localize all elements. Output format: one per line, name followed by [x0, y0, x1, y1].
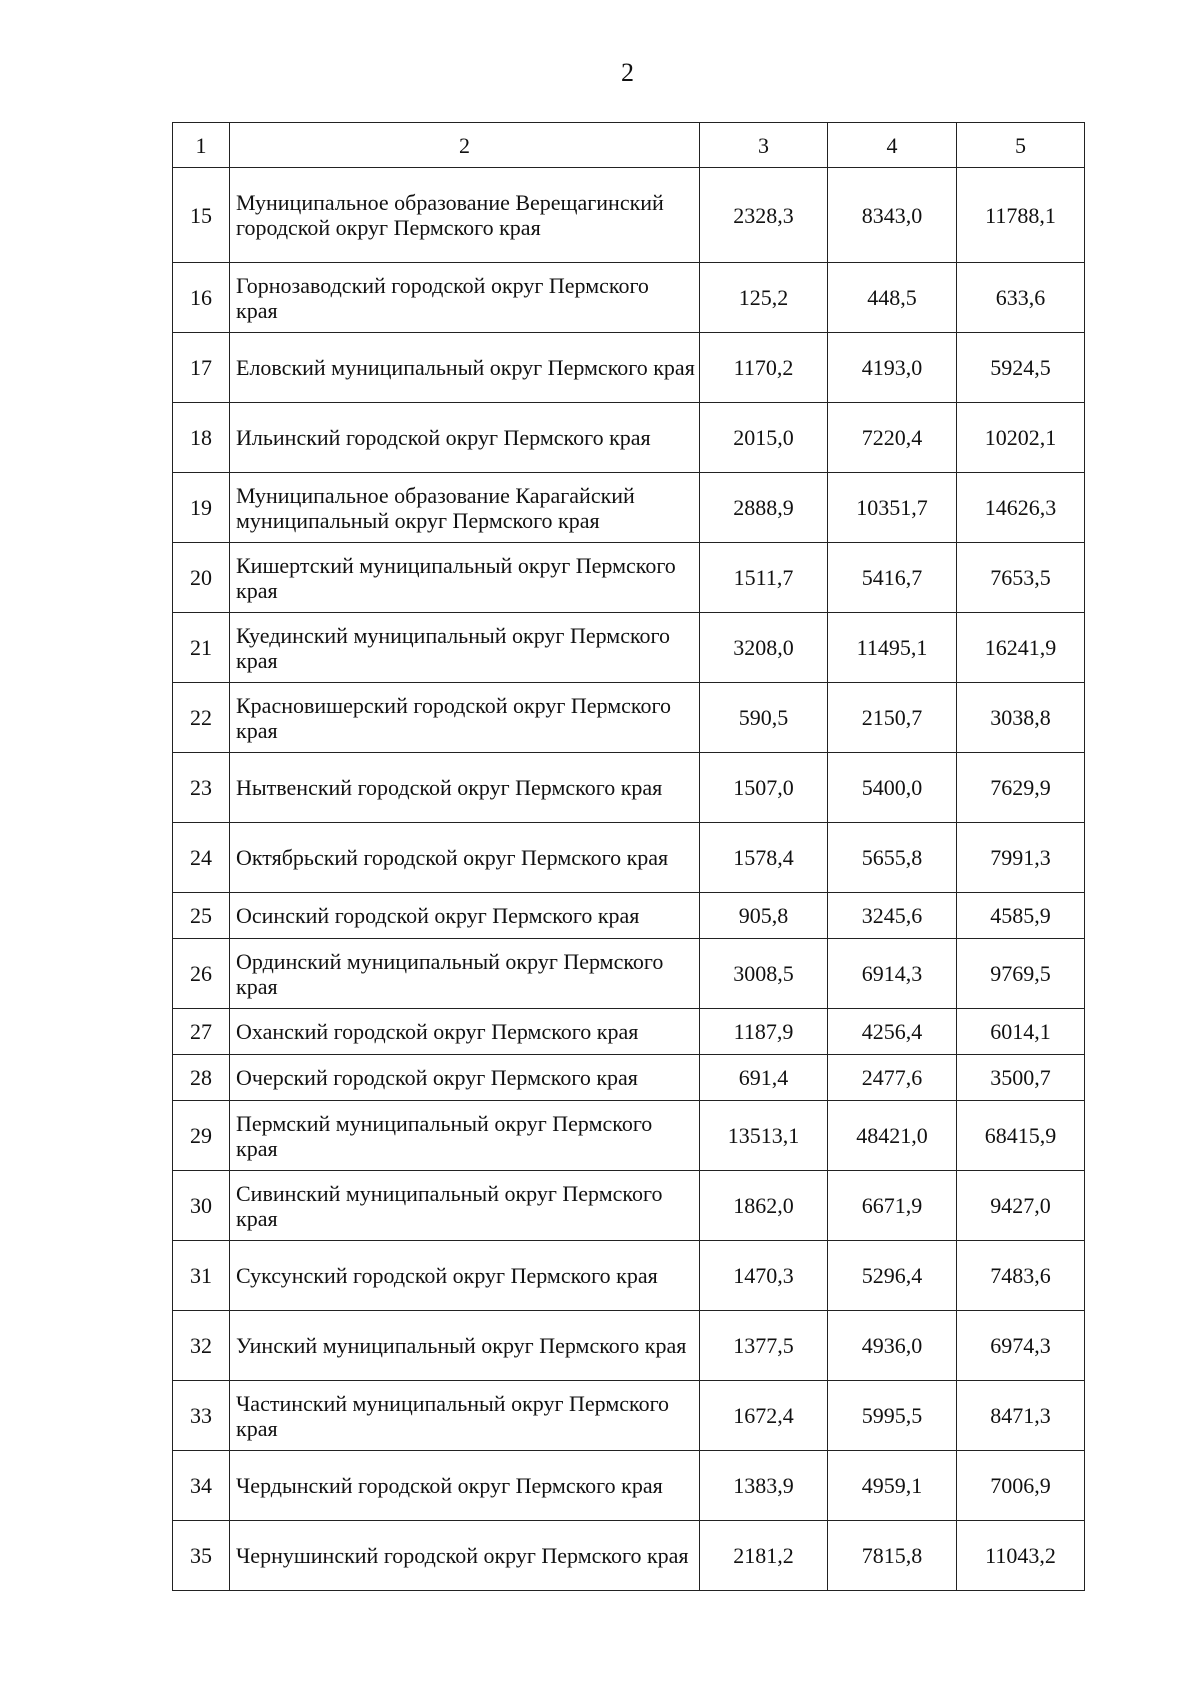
value-col5: 8471,3	[957, 1381, 1085, 1451]
municipality-name: Муниципальное образование Верещагинский городской округ Пермского края	[230, 168, 700, 263]
value-col4: 2150,7	[828, 683, 957, 753]
value-col5: 9427,0	[957, 1171, 1085, 1241]
row-number: 17	[173, 333, 230, 403]
row-number: 22	[173, 683, 230, 753]
value-col5: 6014,1	[957, 1009, 1085, 1055]
value-col3: 590,5	[700, 683, 828, 753]
value-col3: 1187,9	[700, 1009, 828, 1055]
row-number: 19	[173, 473, 230, 543]
municipality-name: Ординский муниципальный округ Пермского края	[230, 939, 700, 1009]
value-col3: 1383,9	[700, 1451, 828, 1521]
value-col5: 16241,9	[957, 613, 1085, 683]
value-col4: 4256,4	[828, 1009, 957, 1055]
value-col5: 7991,3	[957, 823, 1085, 893]
municipality-name: Чернушинский городской округ Пермского края	[230, 1521, 700, 1591]
value-col4: 5400,0	[828, 753, 957, 823]
value-col5: 5924,5	[957, 333, 1085, 403]
municipality-name: Оханский городской округ Пермского края	[230, 1009, 700, 1055]
row-number: 15	[173, 168, 230, 263]
municipality-name: Еловский муниципальный округ Пермского края	[230, 333, 700, 403]
value-col5: 3038,8	[957, 683, 1085, 753]
table-row	[173, 753, 1085, 823]
row-number: 31	[173, 1241, 230, 1311]
value-col4: 7220,4	[828, 403, 957, 473]
value-col4: 48421,0	[828, 1101, 957, 1171]
municipality-name: Кишертский муниципальный округ Пермского края	[230, 543, 700, 613]
municipality-name: Уинский муниципальный округ Пермского края	[230, 1311, 700, 1381]
municipality-name: Осинский городской округ Пермского края	[230, 893, 700, 939]
value-col3: 1377,5	[700, 1311, 828, 1381]
row-number: 34	[173, 1451, 230, 1521]
value-col3: 2015,0	[700, 403, 828, 473]
value-col5: 7629,9	[957, 753, 1085, 823]
value-col4: 5655,8	[828, 823, 957, 893]
row-number: 30	[173, 1171, 230, 1241]
value-col3: 1507,0	[700, 753, 828, 823]
column-header: 3	[700, 123, 828, 168]
value-col3: 1578,4	[700, 823, 828, 893]
table-row	[173, 683, 1085, 753]
column-header: 2	[230, 123, 700, 168]
table-row	[173, 1241, 1085, 1311]
table-row	[173, 168, 1085, 263]
table-header-row	[173, 123, 1085, 168]
municipality-name: Куединский муниципальный округ Пермского края	[230, 613, 700, 683]
value-col5: 11788,1	[957, 168, 1085, 263]
row-number: 35	[173, 1521, 230, 1591]
row-number: 21	[173, 613, 230, 683]
value-col3: 1862,0	[700, 1171, 828, 1241]
row-number: 18	[173, 403, 230, 473]
municipality-name: Очерский городской округ Пермского края	[230, 1055, 700, 1101]
municipality-name: Суксунский городской округ Пермского края	[230, 1241, 700, 1311]
table-row	[173, 823, 1085, 893]
table-row	[173, 1009, 1085, 1055]
row-number: 29	[173, 1101, 230, 1171]
value-col5: 14626,3	[957, 473, 1085, 543]
municipality-name: Частинский муниципальный округ Пермского края	[230, 1381, 700, 1451]
value-col3: 1470,3	[700, 1241, 828, 1311]
value-col3: 691,4	[700, 1055, 828, 1101]
value-col5: 633,6	[957, 263, 1085, 333]
value-col4: 8343,0	[828, 168, 957, 263]
table-row	[173, 263, 1085, 333]
municipality-name: Нытвенский городской округ Пермского края	[230, 753, 700, 823]
table-row	[173, 1451, 1085, 1521]
row-number: 24	[173, 823, 230, 893]
value-col4: 6914,3	[828, 939, 957, 1009]
value-col3: 3208,0	[700, 613, 828, 683]
row-number: 32	[173, 1311, 230, 1381]
table-row	[173, 1381, 1085, 1451]
table-row	[173, 1055, 1085, 1101]
value-col3: 905,8	[700, 893, 828, 939]
value-col4: 4936,0	[828, 1311, 957, 1381]
value-col3: 1511,7	[700, 543, 828, 613]
table-row	[173, 333, 1085, 403]
column-header: 4	[828, 123, 957, 168]
row-number: 28	[173, 1055, 230, 1101]
municipality-name: Горнозаводский городской округ Пермского края	[230, 263, 700, 333]
value-col4: 6671,9	[828, 1171, 957, 1241]
table-row	[173, 1311, 1085, 1381]
value-col5: 3500,7	[957, 1055, 1085, 1101]
value-col5: 9769,5	[957, 939, 1085, 1009]
municipality-name: Ильинский городской округ Пермского края	[230, 403, 700, 473]
data-table	[172, 122, 1085, 1591]
table-row	[173, 543, 1085, 613]
row-number: 20	[173, 543, 230, 613]
value-col3: 13513,1	[700, 1101, 828, 1171]
value-col4: 4193,0	[828, 333, 957, 403]
value-col4: 11495,1	[828, 613, 957, 683]
value-col3: 125,2	[700, 263, 828, 333]
page-number: 2	[621, 58, 634, 87]
value-col5: 11043,2	[957, 1521, 1085, 1591]
value-col4: 7815,8	[828, 1521, 957, 1591]
value-col3: 1170,2	[700, 333, 828, 403]
row-number: 23	[173, 753, 230, 823]
municipality-name: Муниципальное образование Карагайский муниципальный округ Пермского края	[230, 473, 700, 543]
municipality-name: Чердынский городской округ Пермского края	[230, 1451, 700, 1521]
value-col4: 5296,4	[828, 1241, 957, 1311]
table-row	[173, 613, 1085, 683]
table-row	[173, 473, 1085, 543]
value-col3: 3008,5	[700, 939, 828, 1009]
table-row	[173, 939, 1085, 1009]
value-col5: 6974,3	[957, 1311, 1085, 1381]
value-col3: 1672,4	[700, 1381, 828, 1451]
table-row	[173, 893, 1085, 939]
table-row	[173, 1171, 1085, 1241]
row-number: 27	[173, 1009, 230, 1055]
value-col3: 2181,2	[700, 1521, 828, 1591]
value-col5: 7006,9	[957, 1451, 1085, 1521]
row-number: 33	[173, 1381, 230, 1451]
municipality-name: Октябрьский городской округ Пермского края	[230, 823, 700, 893]
value-col4: 448,5	[828, 263, 957, 333]
column-header: 1	[173, 123, 230, 168]
value-col4: 5995,5	[828, 1381, 957, 1451]
row-number: 16	[173, 263, 230, 333]
value-col4: 10351,7	[828, 473, 957, 543]
value-col5: 68415,9	[957, 1101, 1085, 1171]
row-number: 25	[173, 893, 230, 939]
value-col4: 3245,6	[828, 893, 957, 939]
value-col5: 7653,5	[957, 543, 1085, 613]
table-row	[173, 403, 1085, 473]
value-col4: 2477,6	[828, 1055, 957, 1101]
value-col3: 2328,3	[700, 168, 828, 263]
row-number: 26	[173, 939, 230, 1009]
value-col5: 4585,9	[957, 893, 1085, 939]
table-row	[173, 1101, 1085, 1171]
municipality-name: Пермский муниципальный округ Пермского края	[230, 1101, 700, 1171]
value-col4: 5416,7	[828, 543, 957, 613]
value-col3: 2888,9	[700, 473, 828, 543]
value-col5: 7483,6	[957, 1241, 1085, 1311]
municipality-name: Красновишерский городской округ Пермского края	[230, 683, 700, 753]
column-header: 5	[957, 123, 1085, 168]
value-col5: 10202,1	[957, 403, 1085, 473]
municipality-name: Сивинский муниципальный округ Пермского края	[230, 1171, 700, 1241]
value-col4: 4959,1	[828, 1451, 957, 1521]
table-row	[173, 1521, 1085, 1591]
